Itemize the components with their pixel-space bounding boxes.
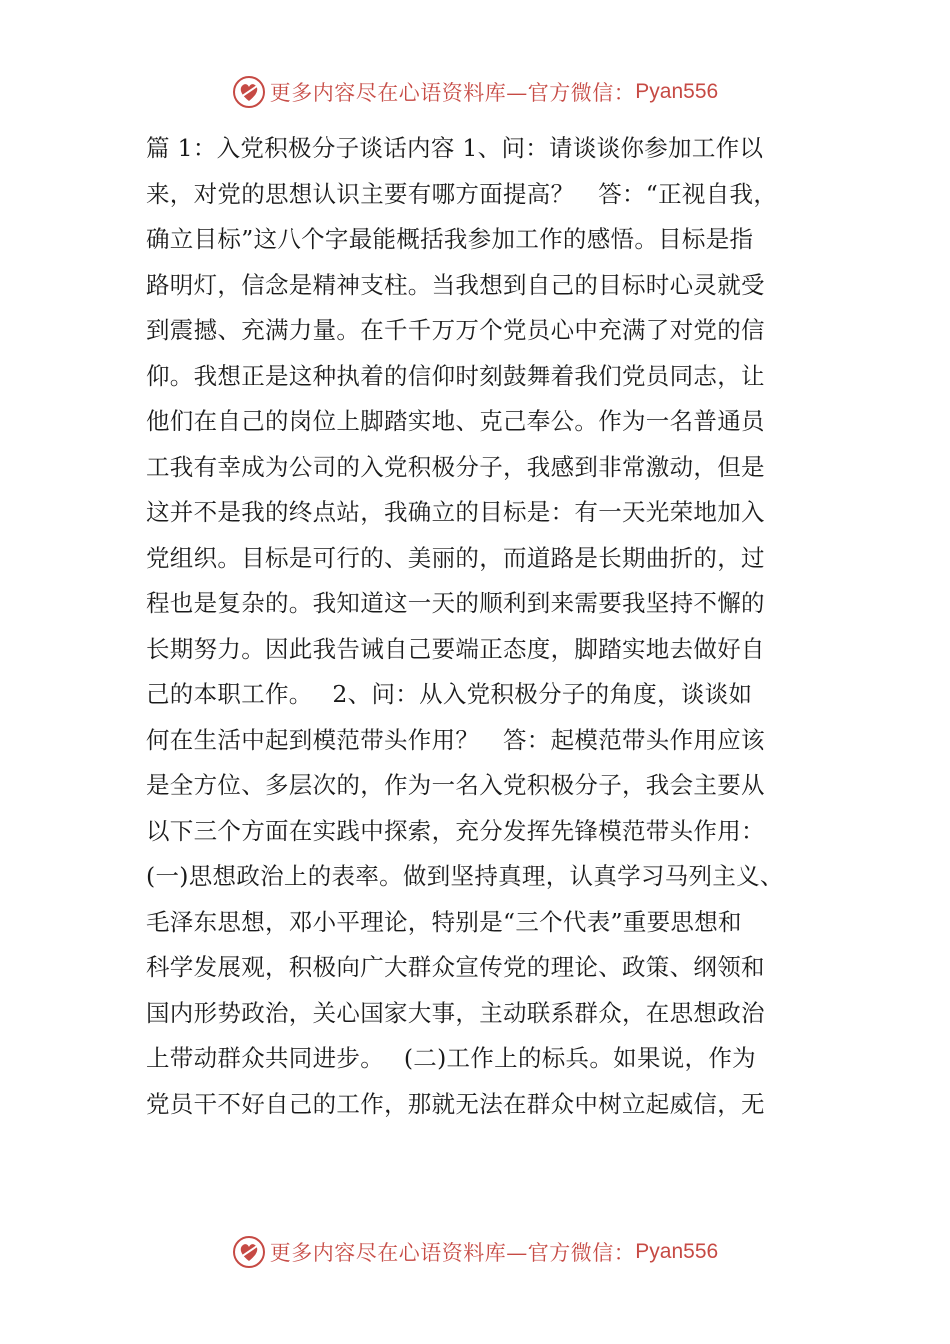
body-line: 科学发展观，积极向广大群众宣传党的理论、政策、纲领和	[146, 953, 765, 981]
body-line: 他们在自己的岗位上脚踏实地、克己奉公。作为一名普通员	[146, 407, 765, 435]
body-line: 篇 1：入党积极分子谈话内容 1、问：请谈谈你参加工作以	[146, 134, 764, 162]
footer-banner	[0, 1232, 950, 1272]
body-line: 确立目标”这八个字最能概括我参加工作的感悟。目标是指	[146, 225, 754, 253]
body-line: 己的本职工作。 2、问：从入党积极分子的角度，谈谈如	[146, 680, 753, 708]
body-line: 毛泽东思想，邓小平理论，特别是“三个代表”重要思想和	[146, 907, 742, 936]
body-line: 仰。我想正是这种执着的信仰时刻鼓舞着我们党员同志，让	[146, 361, 765, 390]
body-line: 工我有幸成为公司的入党积极分子，我感到非常激动，但是	[146, 452, 765, 481]
banner-text: 更多内容尽在心语资料库—官方微信：	[269, 81, 636, 105]
banner-wechat-id: Pyan556	[635, 1240, 719, 1263]
body-line: 长期努力。因此我告诫自己要端正态度，脚踏实地去做好自	[146, 634, 765, 663]
header-banner	[0, 72, 950, 112]
body-line: 上带动群众共同进步。 (二)工作上的标兵。如果说，作为	[146, 1044, 756, 1072]
heart-logo-icon	[232, 75, 266, 109]
banner-wechat-id: Pyan556	[635, 80, 719, 103]
body-line: 何在生活中起到模范带头作用？ 答：起模范带头作用应该	[146, 725, 765, 754]
body-line: 到震撼、充满力量。在千千万万个党员心中充满了对党的信	[146, 316, 765, 344]
body-line: 党组织。目标是可行的、美丽的，而道路是长期曲折的，过	[146, 543, 765, 572]
body-line: (一)思想政治上的表率。做到坚持真理，认真学习马列主义、	[146, 862, 784, 890]
body-line: 来，对党的思想认识主要有哪方面提高？ 答：“正视自我，	[146, 179, 778, 208]
body-line: 路明灯，信念是精神支柱。当我想到自己的目标时心灵就受	[146, 270, 765, 299]
body-line: 党员干不好自己的工作，那就无法在群众中树立起威信，无	[146, 1089, 765, 1118]
banner-text: 更多内容尽在心语资料库—官方微信：	[269, 1241, 636, 1265]
body-line: 是全方位、多层次的，作为一名入党积极分子，我会主要从	[146, 771, 765, 799]
body-line: 这并不是我的终点站，我确立的目标是：有一天光荣地加入	[146, 498, 765, 526]
document-body	[146, 126, 810, 1127]
body-line: 国内形势政治，关心国家大事，主动联系群众，在思想政治	[146, 998, 765, 1027]
body-line: 以下三个方面在实践中探索，充分发挥先锋模范带头作用：	[146, 816, 765, 845]
heart-logo-icon	[232, 1235, 266, 1269]
body-line: 程也是复杂的。我知道这一天的顺利到来需要我坚持不懈的	[146, 589, 765, 617]
